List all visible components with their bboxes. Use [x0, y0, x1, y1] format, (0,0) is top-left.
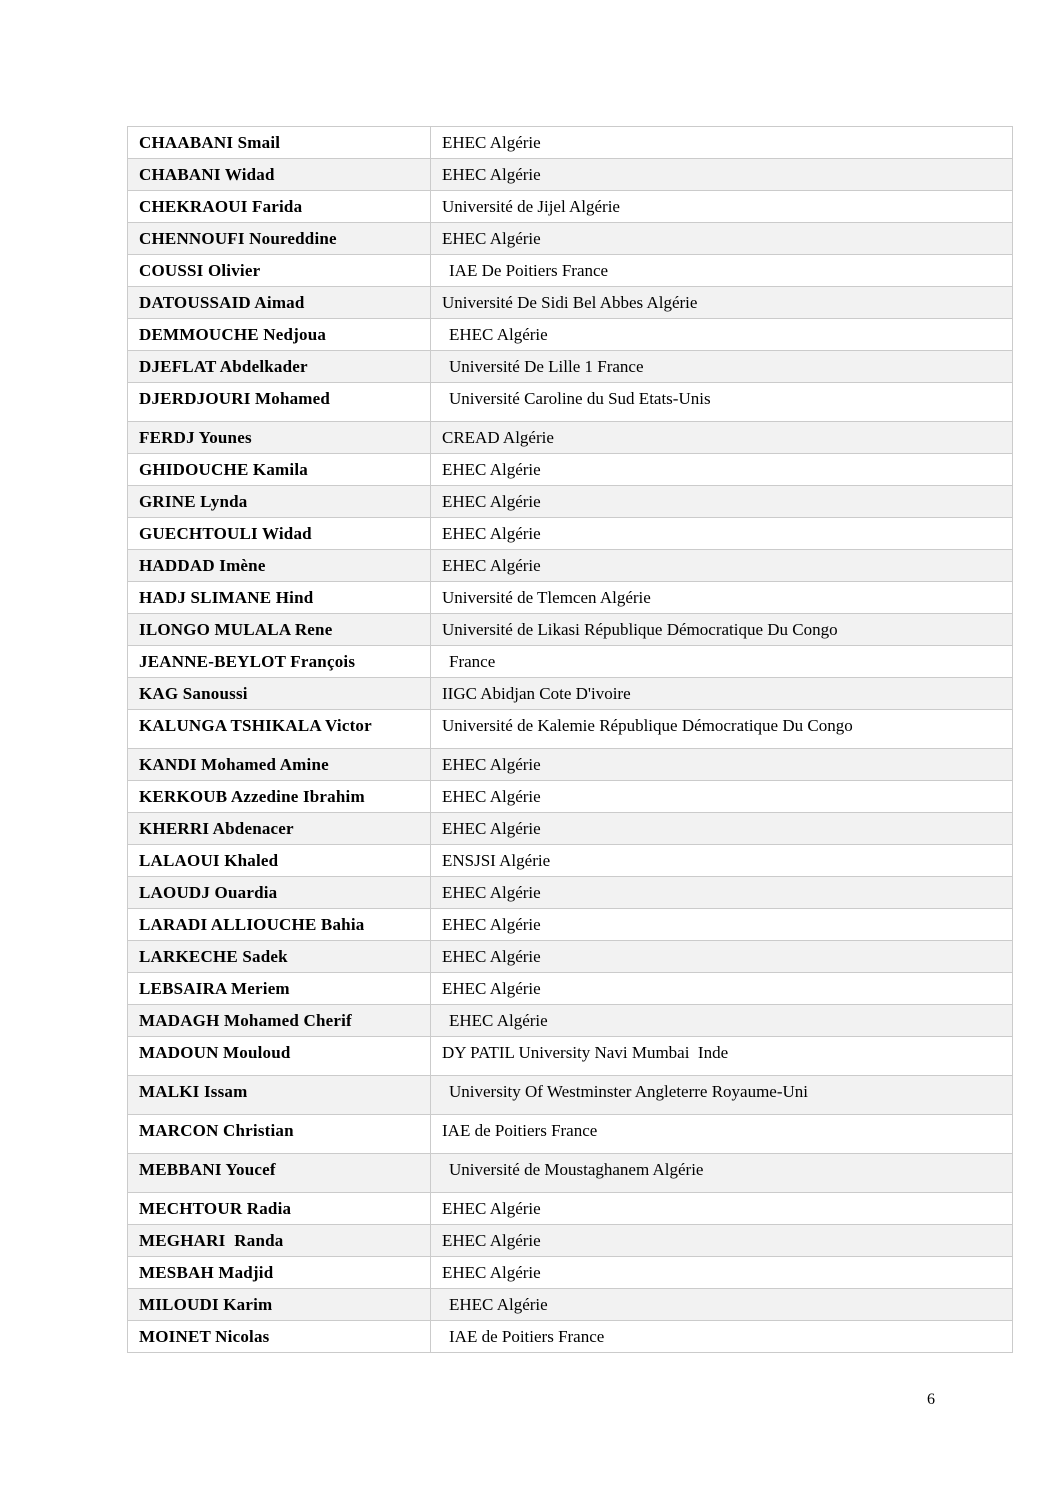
table-row: [128, 486, 1013, 518]
institution-cell: EHEC Algérie: [431, 319, 1013, 351]
table-row: [128, 1257, 1013, 1289]
table-row: [128, 518, 1013, 550]
participant-name-cell: LAOUDJ Ouardia: [128, 877, 431, 909]
participant-name-cell: DJEFLAT Abdelkader: [128, 351, 431, 383]
table-row: [128, 1115, 1013, 1154]
institution-cell: IIGC Abidjan Cote D'ivoire: [431, 678, 1013, 710]
institution-cell: Université De Sidi Bel Abbes Algérie: [431, 287, 1013, 319]
table-row: [128, 319, 1013, 351]
institution-cell: EHEC Algérie: [431, 454, 1013, 486]
table-row: [128, 383, 1013, 422]
participant-name-cell: KAG Sanoussi: [128, 678, 431, 710]
table-row: [128, 845, 1013, 877]
table-row: [128, 550, 1013, 582]
participant-name-cell: CHAABANI Smail: [128, 127, 431, 159]
institution-cell: Université de Jijel Algérie: [431, 191, 1013, 223]
table-row: [128, 454, 1013, 486]
participant-name-cell: LALAOUI Khaled: [128, 845, 431, 877]
table-row: [128, 255, 1013, 287]
participant-name-cell: MADOUN Mouloud: [128, 1037, 431, 1076]
participant-name-cell: HADJ SLIMANE Hind: [128, 582, 431, 614]
participant-name-cell: HADDAD Imène: [128, 550, 431, 582]
participants-table: [127, 126, 1013, 1353]
page-number: 6: [927, 1391, 935, 1408]
participant-name-cell: DATOUSSAID Aimad: [128, 287, 431, 319]
institution-cell: Université De Lille 1 France: [431, 351, 1013, 383]
institution-cell: EHEC Algérie: [431, 813, 1013, 845]
institution-cell: Université Caroline du Sud Etats-Unis: [431, 383, 1013, 422]
table-row: [128, 1321, 1013, 1353]
table-row: [128, 582, 1013, 614]
participant-name-cell: JEANNE-BEYLOT François: [128, 646, 431, 678]
participant-name-cell: LEBSAIRA Meriem: [128, 973, 431, 1005]
table-row: [128, 1005, 1013, 1037]
participant-name-cell: LARADI ALLIOUCHE Bahia: [128, 909, 431, 941]
participant-name-cell: CHENNOUFI Noureddine: [128, 223, 431, 255]
participant-name-cell: ILONGO MULALA Rene: [128, 614, 431, 646]
institution-cell: DY PATIL University Navi Mumbai Inde: [431, 1037, 1013, 1076]
table-row: [128, 781, 1013, 813]
participant-name-cell: MOINET Nicolas: [128, 1321, 431, 1353]
participant-name-cell: MEBBANI Youcef: [128, 1154, 431, 1193]
table-row: [128, 813, 1013, 845]
participant-name-cell: DEMMOUCHE Nedjoua: [128, 319, 431, 351]
table-row: [128, 422, 1013, 454]
participant-name-cell: GUECHTOULI Widad: [128, 518, 431, 550]
institution-cell: EHEC Algérie: [431, 941, 1013, 973]
participant-name-cell: MILOUDI Karim: [128, 1289, 431, 1321]
participants-table-body: [128, 127, 1013, 1353]
table-row: [128, 749, 1013, 781]
participant-name-cell: KANDI Mohamed Amine: [128, 749, 431, 781]
table-row: [128, 1289, 1013, 1321]
table-row: [128, 191, 1013, 223]
participant-name-cell: LARKECHE Sadek: [128, 941, 431, 973]
institution-cell: CREAD Algérie: [431, 422, 1013, 454]
table-row: [128, 127, 1013, 159]
table-row: [128, 159, 1013, 191]
table-row: [128, 941, 1013, 973]
participant-name-cell: MEGHARI Randa: [128, 1225, 431, 1257]
table-row: [128, 909, 1013, 941]
table-row: [128, 351, 1013, 383]
institution-cell: IAE De Poitiers France: [431, 255, 1013, 287]
institution-cell: EHEC Algérie: [431, 1193, 1013, 1225]
institution-cell: Université de Kalemie République Démocratique Du Congo: [431, 710, 1013, 749]
table-row: [128, 1193, 1013, 1225]
participant-name-cell: KALUNGA TSHIKALA Victor: [128, 710, 431, 749]
institution-cell: France: [431, 646, 1013, 678]
participant-name-cell: FERDJ Younes: [128, 422, 431, 454]
participant-name-cell: MECHTOUR Radia: [128, 1193, 431, 1225]
table-row: [128, 1076, 1013, 1115]
institution-cell: EHEC Algérie: [431, 550, 1013, 582]
table-row: [128, 614, 1013, 646]
participant-name-cell: DJERDJOURI Mohamed: [128, 383, 431, 422]
institution-cell: EHEC Algérie: [431, 1289, 1013, 1321]
institution-cell: IAE de Poitiers France: [431, 1321, 1013, 1353]
table-row: [128, 1154, 1013, 1193]
table-row: [128, 877, 1013, 909]
institution-cell: EHEC Algérie: [431, 1225, 1013, 1257]
institution-cell: EHEC Algérie: [431, 486, 1013, 518]
institution-cell: EHEC Algérie: [431, 1005, 1013, 1037]
institution-cell: EHEC Algérie: [431, 973, 1013, 1005]
institution-cell: EHEC Algérie: [431, 518, 1013, 550]
institution-cell: Université de Tlemcen Algérie: [431, 582, 1013, 614]
table-row: [128, 287, 1013, 319]
institution-cell: ENSJSI Algérie: [431, 845, 1013, 877]
table-row: [128, 1225, 1013, 1257]
participant-name-cell: COUSSI Olivier: [128, 255, 431, 287]
institution-cell: EHEC Algérie: [431, 909, 1013, 941]
table-row: [128, 223, 1013, 255]
institution-cell: EHEC Algérie: [431, 127, 1013, 159]
institution-cell: Université de Moustaghanem Algérie: [431, 1154, 1013, 1193]
institution-cell: EHEC Algérie: [431, 749, 1013, 781]
table-row: [128, 646, 1013, 678]
participant-name-cell: GHIDOUCHE Kamila: [128, 454, 431, 486]
participant-name-cell: MARCON Christian: [128, 1115, 431, 1154]
institution-cell: EHEC Algérie: [431, 781, 1013, 813]
table-row: [128, 678, 1013, 710]
participant-name-cell: MADAGH Mohamed Cherif: [128, 1005, 431, 1037]
participant-name-cell: KHERRI Abdenacer: [128, 813, 431, 845]
participant-name-cell: GRINE Lynda: [128, 486, 431, 518]
participant-name-cell: CHEKRAOUI Farida: [128, 191, 431, 223]
participant-name-cell: CHABANI Widad: [128, 159, 431, 191]
participant-name-cell: MESBAH Madjid: [128, 1257, 431, 1289]
table-row: [128, 973, 1013, 1005]
table-row: [128, 1037, 1013, 1076]
participant-name-cell: KERKOUB Azzedine Ibrahim: [128, 781, 431, 813]
institution-cell: IAE de Poitiers France: [431, 1115, 1013, 1154]
institution-cell: EHEC Algérie: [431, 1257, 1013, 1289]
institution-cell: EHEC Algérie: [431, 877, 1013, 909]
institution-cell: University Of Westminster Angleterre Royaume-Uni: [431, 1076, 1013, 1115]
table-row: [128, 710, 1013, 749]
institution-cell: Université de Likasi République Démocratique Du Congo: [431, 614, 1013, 646]
participant-name-cell: MALKI Issam: [128, 1076, 431, 1115]
institution-cell: EHEC Algérie: [431, 223, 1013, 255]
institution-cell: EHEC Algérie: [431, 159, 1013, 191]
